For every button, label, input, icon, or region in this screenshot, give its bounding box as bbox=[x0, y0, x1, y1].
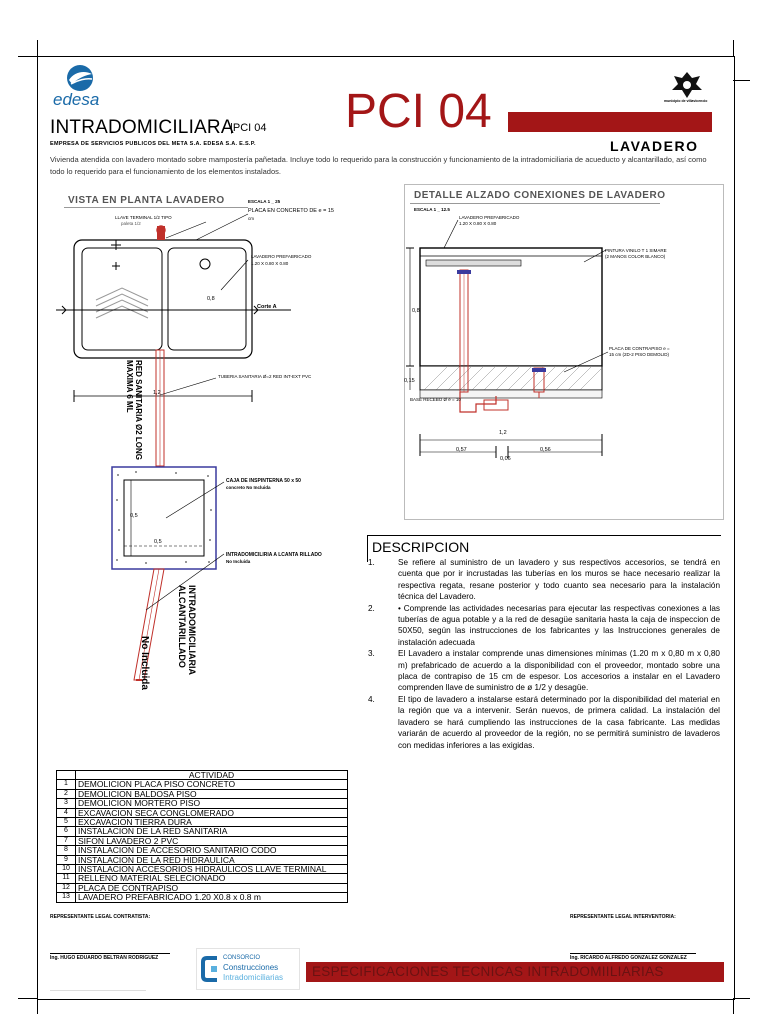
row-text: EXCAVACION SECA CONGLOMERADO bbox=[76, 808, 348, 817]
dim-056: 0,56 bbox=[540, 447, 551, 453]
row-num: 10 bbox=[57, 865, 76, 874]
signature-right-line bbox=[570, 953, 696, 954]
red-sanitaria-line1: RED SANITARIA Ø2 LONG bbox=[134, 360, 143, 461]
table-row bbox=[57, 893, 348, 902]
signature-left-line bbox=[50, 953, 170, 954]
inspection-box-outer bbox=[112, 467, 216, 569]
description-item-num: 4. bbox=[368, 694, 375, 704]
dim-08-elev: 0,8 bbox=[412, 308, 420, 314]
big-code: PCI 04 bbox=[345, 85, 492, 138]
logo-wordmark: edesa bbox=[53, 90, 100, 109]
activities-header: ACTIVIDAD bbox=[76, 771, 348, 780]
row-num: 9 bbox=[57, 855, 76, 864]
crop-mark-tl-h bbox=[18, 56, 37, 57]
item-name: LAVADERO bbox=[610, 138, 699, 154]
row-num: 5 bbox=[57, 818, 76, 827]
company-name: EMPRESA DE SERVICIOS PUBLICOS DEL META S.A. EDESA S.A. E.S.P. bbox=[50, 141, 256, 147]
label-no-incluida: No Incluida bbox=[139, 636, 150, 690]
dim-08-plan: 0,8 bbox=[207, 296, 215, 302]
description-list bbox=[368, 557, 720, 751]
row-num: 13 bbox=[57, 893, 76, 902]
description-item bbox=[368, 557, 720, 603]
title-red-bar bbox=[508, 112, 712, 132]
footer-rule bbox=[50, 990, 146, 991]
plan-view-title: VISTA EN PLANTA LAVADERO bbox=[68, 195, 225, 206]
label-placa-elev: PLACA DE CONTRAPISO e = bbox=[609, 346, 670, 351]
description-item-text: El Lavadero a instalar comprende unas dimensiones mínimas (1.20 m x 0,80 m x 0,80 m) prefabricado de acuerdo a la disponibilidad con el proveedor, montado sobre una placa de contrapiso de 15 cm de espesor. Los accesorios a instalar en el Lavadero comprenden llave de suministro de ø 1/2 y desagüe. bbox=[398, 649, 720, 693]
label-red-sanitaria bbox=[125, 360, 143, 460]
label-lavadero-plan-sub: 1.20 X 0.80 X 0.80 bbox=[251, 261, 289, 266]
crop-mark-bl-v bbox=[37, 998, 38, 1014]
crop-mark-tr-v bbox=[733, 40, 734, 56]
row-text: INSTALACION DE ACCESORIO SANITARIO CODO bbox=[76, 846, 348, 855]
row-text: DEMOLICION BALDOSA PISO bbox=[76, 789, 348, 798]
row-text: PLACA DE CONTRAPISO bbox=[76, 883, 348, 892]
table-row bbox=[57, 846, 348, 855]
dim-05b-plan: 0,5 bbox=[154, 539, 162, 545]
elevation-drawing bbox=[404, 212, 722, 472]
row-num: 12 bbox=[57, 883, 76, 892]
elevation-title-underline bbox=[410, 203, 660, 204]
label-corte: Corte A bbox=[257, 304, 277, 310]
table-row bbox=[57, 855, 348, 864]
description-item-text: • Comprende las actividades necesarias para ejecutar las respectivas conexiones a las tuberías de agua potable y a la red de desagüe sanitaria hasta la caja de inspeccion de 50X50, según las instrucciones de los fabricantes y las Instrucciones generales de instalación adecuada bbox=[398, 603, 720, 647]
row-text: SIFON LAVADERO 2 PVC bbox=[76, 836, 348, 845]
table-row bbox=[57, 827, 348, 836]
activities-table bbox=[56, 770, 348, 903]
crop-mark-tl-v bbox=[37, 40, 38, 56]
elevation-scale: ESCALA 1 _ 12.5 bbox=[414, 207, 450, 212]
row-num: 8 bbox=[57, 846, 76, 855]
signature-left-name: Ing. HUGO EDUARDO BELTRAN RODRIGUEZ bbox=[50, 955, 159, 961]
row-num: 3 bbox=[57, 799, 76, 808]
label-placa-elev-sub: 15 cm (2D-2 PISO DEMOLID) bbox=[609, 352, 670, 357]
description-item-num: 1. bbox=[368, 558, 375, 567]
row-text: RELLENO MATERIAL SELECIONADO bbox=[76, 874, 348, 883]
lavadero-outer bbox=[74, 240, 252, 358]
header-description: Vivienda atendida con lavadero montado sobre mampostería pañetada. Incluye todo lo requerido para la construcción y funcionamiento de la intradomiciliaria de acueducto y alcantarillado, así como todo lo requerido para el funcionamiento de los elementos instalados. bbox=[50, 155, 707, 176]
seal-caption: municipio de villavicencio bbox=[664, 99, 708, 103]
label-pintura: PINTURA VINILO T 1 SIMARE bbox=[605, 248, 667, 253]
plan-view-drawing bbox=[56, 200, 356, 720]
row-num: 11 bbox=[57, 874, 76, 883]
row-text: DEMOLICION MORTERO PISO bbox=[76, 799, 348, 808]
label-pintura-sub: (2 MANOS COLOR BLANCO) bbox=[605, 254, 666, 259]
description-heading: DESCRIPCION bbox=[372, 539, 470, 555]
table-row bbox=[57, 780, 348, 789]
footer-banner-text: ESPECIFICACIONES TECNICAS INTRADOMIILIARIAS bbox=[312, 964, 664, 979]
floor-slab bbox=[420, 366, 602, 390]
label-caja: CAJA DE INSPINTERNA 50 x 50 bbox=[226, 478, 301, 484]
label-llave-sub: paleta 1/2 bbox=[121, 221, 141, 226]
consortium-line1: CONSORCIO bbox=[223, 955, 261, 961]
description-item-text: Se refiere al suministro de un lavadero y sus respectivos accesorios, se tendrá en cuenta que por ir incrustadas las tuberías en los muros se hace necesario realizar la respectiva regata, resane posterior y todo cuanto sea necesario para la instalación técnica del Lavadero. bbox=[398, 558, 720, 602]
table-row bbox=[57, 874, 348, 883]
description-item-num: 3. bbox=[368, 649, 375, 659]
row-num: 7 bbox=[57, 836, 76, 845]
description-item-text: El tipo de lavadero a instalarse estará determinado por la disponibilidad del material en la región que va a intervenir. Serán nuevos, de primera calidad. La instalación del lavadero se hará cumpliendo las instrucciones de la casa fabricante. Las medidas variarán de acuerdo al proveedor de la región, no se permitirá suministro de lavaderos con medidas inferiores a las exigidas. bbox=[398, 694, 720, 750]
table-row bbox=[57, 808, 348, 817]
municipal-seal bbox=[666, 70, 708, 106]
table-row bbox=[57, 799, 348, 808]
signature-right-name: Ing. RICARDO ALFREDO GONZALEZ GONZALEZ bbox=[570, 955, 687, 961]
label-lavadero-elev-sub: 1.20 X 0.80 X 0.80 bbox=[459, 221, 497, 226]
dim-12-elev: 1,2 bbox=[499, 430, 507, 436]
table-row bbox=[57, 789, 348, 798]
label-lavadero-elev: LAVADERO PREFABRICADO bbox=[459, 215, 520, 220]
vertical-intra-line2: ALCANTARILLADO bbox=[177, 585, 187, 668]
lavadero-basin-left bbox=[82, 248, 162, 350]
row-text: DEMOLICION PLACA PISO CONCRETO bbox=[76, 780, 348, 789]
activities-header-row bbox=[57, 771, 348, 780]
drain-circle bbox=[200, 259, 210, 269]
drain-fitting bbox=[457, 270, 471, 274]
row-num: 4 bbox=[57, 808, 76, 817]
description-item bbox=[368, 603, 720, 649]
row-text: LAVADERO PREFABRICADO 1.20 X0.8 x 0.8 m bbox=[76, 893, 348, 902]
label-llave: LLAVE TERMINAL 1/2 TIPO bbox=[115, 215, 172, 220]
page-title: INTRADOMICILIARA bbox=[50, 117, 234, 138]
dim-015: 0,15 bbox=[404, 378, 415, 384]
row-num: 6 bbox=[57, 827, 76, 836]
label-tuberia: TUBERIA SANITARIA Ø=2 RED INT-EXT PVC bbox=[218, 374, 312, 379]
row-num: 2 bbox=[57, 789, 76, 798]
dim-12-plan: 1,2 bbox=[153, 390, 161, 396]
description-item bbox=[368, 694, 720, 751]
table-row bbox=[57, 865, 348, 874]
description-item bbox=[368, 648, 720, 694]
crop-mark-tr-h bbox=[733, 80, 750, 81]
dim-05-plan: 0,5 bbox=[130, 513, 138, 519]
label-placa-sub: cm bbox=[248, 216, 254, 221]
consortium-line3: Intradomiciliarias bbox=[223, 973, 284, 982]
label-intra-alc: INTRADOMICILIRIA A LCANTA RILLADO bbox=[226, 552, 322, 558]
label-caja-sub: concreto No Incluida bbox=[226, 485, 271, 490]
row-text: INSTALACION DE LA RED HIDRAULICA bbox=[76, 855, 348, 864]
crop-mark-bl-h bbox=[18, 998, 37, 999]
crop-mark-br-v bbox=[733, 998, 734, 1014]
row-text: EXCAVACION TIERRA DURA bbox=[76, 818, 348, 827]
dim-006: 0,06 bbox=[500, 456, 511, 462]
red-sanitaria-line2: MAXIMA 6 ML bbox=[125, 360, 134, 413]
table-row bbox=[57, 883, 348, 892]
vertical-intra-line1: INTRADOMICILIARIA bbox=[187, 585, 197, 675]
consortium-c-icon bbox=[201, 954, 219, 984]
label-base: BASE RECEBO Ø e = 10 bbox=[410, 397, 461, 402]
label-placa: PLACA EN CONCRETO DE e = 15 bbox=[248, 208, 334, 214]
plan-scale: ESCALA 1 _ 25 bbox=[248, 199, 281, 204]
description-item-num: 2. bbox=[368, 603, 375, 613]
consortium-line2: Construcciones bbox=[223, 963, 279, 972]
table-row bbox=[57, 836, 348, 845]
row-text: INSTALACION ACCESORIOS HIDRAULICOS LLAVE TERMINAL bbox=[76, 865, 348, 874]
label-intra-alc-sub: No Incluida bbox=[226, 559, 251, 564]
label-lavadero-plan: LAVADERO PREFABRICADO bbox=[251, 254, 312, 259]
signature-right-label: REPRESENTANTE LEGAL INTERVENTORIA: bbox=[570, 914, 676, 920]
washboard-ridges bbox=[96, 288, 148, 318]
edesa-logo bbox=[53, 62, 106, 112]
row-num: 1 bbox=[57, 780, 76, 789]
label-vertical-intra bbox=[177, 585, 197, 675]
title-code: |PCI 04 bbox=[230, 122, 267, 134]
dim-057: 0,57 bbox=[456, 447, 467, 453]
elevation-title: DETALLE ALZADO CONEXIONES DE LAVADERO bbox=[414, 190, 666, 201]
table-row bbox=[57, 818, 348, 827]
seal-emblem-icon bbox=[666, 70, 708, 100]
consortium-logo bbox=[196, 948, 300, 990]
crop-mark-br-h bbox=[733, 998, 750, 999]
signature-left-label: REPRESENTANTE LEGAL CONTRATISTA: bbox=[50, 914, 151, 920]
row-text: INSTALACION DE LA RED SANITARIA bbox=[76, 827, 348, 836]
